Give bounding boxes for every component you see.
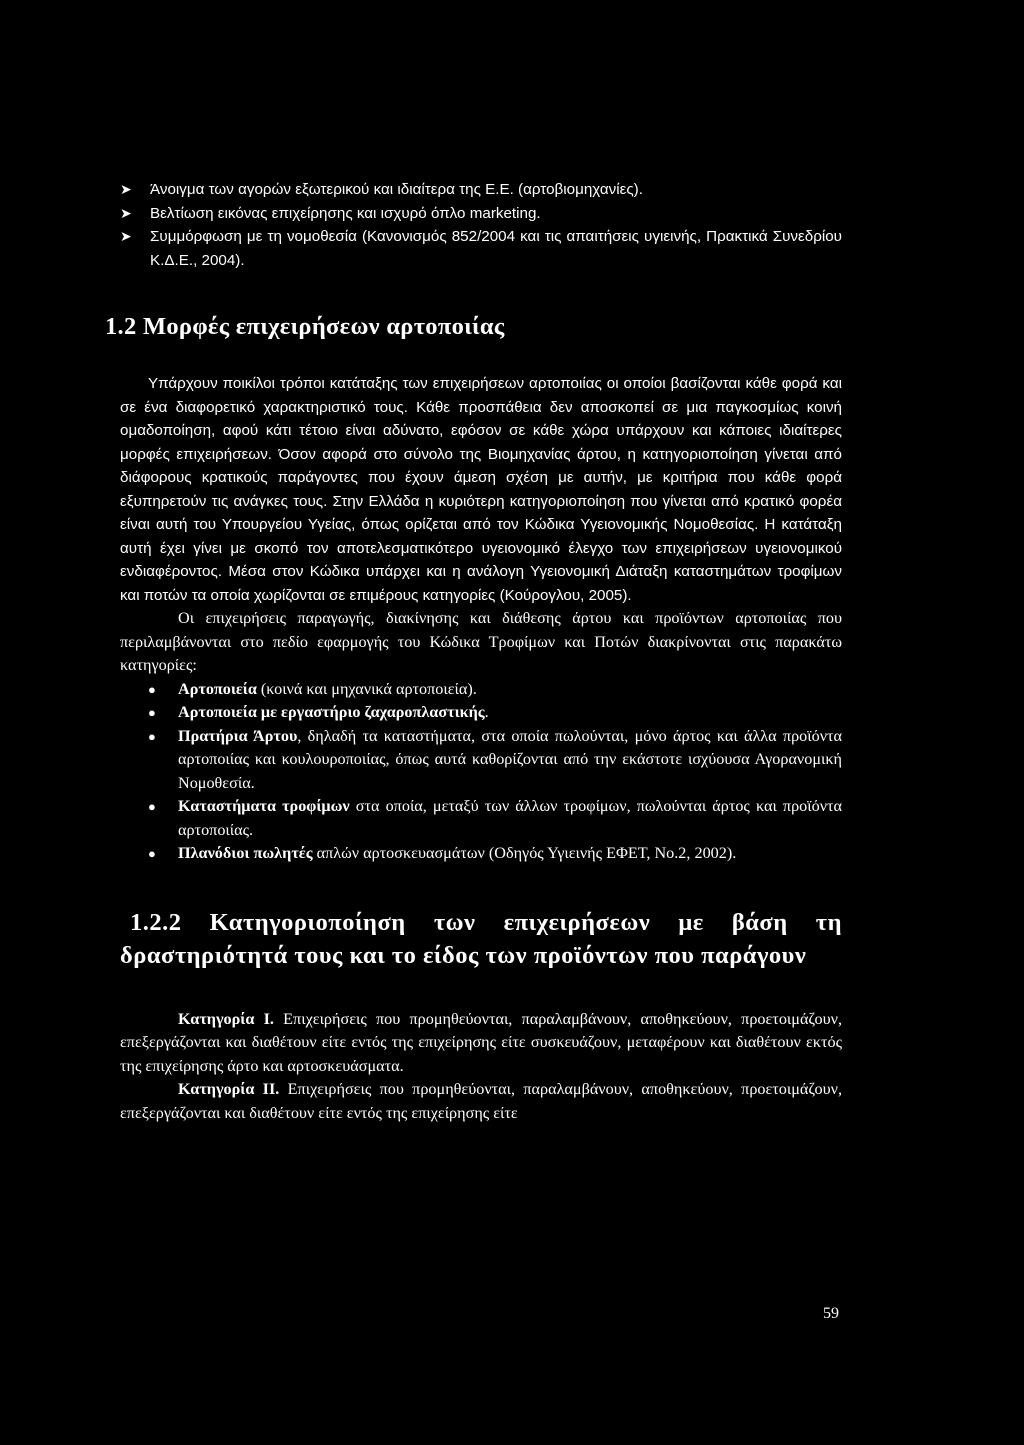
list-item-text: Άνοιγμα των αγορών εξωτερικού και ιδιαίτερα της Ε.Ε. (αρτοβιομηχανίες). <box>150 181 643 198</box>
list-item <box>120 795 842 842</box>
bullet-icon: ● <box>148 705 156 720</box>
category-name: Αρτοποιεία με εργαστήριο ζαχαροπλαστικής <box>178 703 485 721</box>
categories-list <box>120 678 842 866</box>
arrow-bullet-icon: ➤ <box>120 181 132 197</box>
section-title: 1.2 Μορφές επιχειρήσεων αρτοποιίας <box>105 313 505 340</box>
bullet-icon: ● <box>148 846 156 861</box>
paragraph-text: Επιχειρήσεις που προμηθεύονται, παραλαμβάνουν, αποθηκεύουν, προετοιμάζουν, επεξεργάζονται και διαθέτουν είτε εντός της επιχείρησης είτε συσκευάζουν, μεταφέρουν και διαθέτουν εκτός της επιχείρησης άρτο και αρτοσκευάσματα. <box>120 1009 842 1075</box>
list-item <box>120 678 842 702</box>
category-name: Πρατήρια Άρτου <box>178 726 298 745</box>
paragraph <box>120 1008 842 1079</box>
paragraph: Οι επιχειρήσεις παραγωγής, διακίνησης και διάθεσης άρτου και προϊόντων αρτοποιίας που περιλαμβάνονται στο πεδίο εφαρμογής του Κώδικα Τροφίμων και Ποτών διακρίνονται στις παρακάτω κατηγορίες: <box>120 609 842 674</box>
category-name: Αρτοποιεία <box>178 679 257 698</box>
list-item <box>120 202 842 226</box>
subsection-title <box>120 906 842 972</box>
list-item <box>120 225 842 272</box>
category-description: απλών αρτοσκευασμάτων (Οδηγός Υγιεινής ΕΦΕΤ, Νο.2, 2002). <box>312 844 737 862</box>
paragraph <box>120 372 842 607</box>
paragraph-text: Υπάρχουν ποικίλοι τρόποι κατάταξης των επιχειρήσεων αρτοποιίας οι οποίοι βασίζονται κάθε φορά και σε ένα διαφορετικό χαρακτηριστικό τους. Κάθε προσπάθεια δεν αποσκοπεί σε μια παγκοσμίως κοινή ομαδοποίηση, αφού κάτι τέτοιο είναι αδύνατο, εφόσον σε κάθε χώρα υπάρχουν και κάποιες ιδιαίτερες μορφές επιχειρήσεων. <box>120 375 842 463</box>
advantages-list <box>120 178 842 272</box>
list-item-text: Συμμόρφωση με τη νομοθεσία (Κανονισμός 852/2004 και τις απαιτήσεις υγιεινής, Πρακτικά Συνεδρίου Κ.Δ.Ε., 2004). <box>150 228 842 269</box>
bullet-icon: ● <box>148 681 156 697</box>
subsection-title-line: 1.2.2 Κατηγοριοποίηση των επιχειρήσεων με βάση τη <box>130 908 842 936</box>
category-label: Κατηγορία ΙΙ. <box>178 1080 280 1098</box>
bullet-icon: ● <box>148 799 156 814</box>
category-name: Πλανόδιοι πωλητές <box>178 844 313 862</box>
category-description: στα οποία, μεταξύ των άλλων τροφίμων, πωλούνται άρτος και προϊόντα αρτοποιίας. <box>178 797 842 839</box>
arrow-bullet-icon: ➤ <box>120 204 132 221</box>
list-item <box>120 701 842 725</box>
bullet-icon: ● <box>148 728 156 744</box>
subsection-title-line: δραστηριότητά τους και το είδος των προϊόντων που παράγουν <box>120 941 807 969</box>
paragraph-text: Επιχειρήσεις που προμηθεύονται, παραλαμβάνουν, αποθηκεύουν, προετοιμάζουν, επεξεργάζονται και διαθέτουν είτε εντός της επιχείρησης είτε <box>120 1080 842 1122</box>
category-description: (κοινά και μηχανικά αρτοποιεία). <box>256 679 477 698</box>
paragraph-text: Όσον αφορά στο σύνολο της Βιομηχανίας άρτου, η κατηγοριοποίηση γίνεται από διάφορους κρατικούς παράγοντες που έχουν άμεση σχέση με αυτήν, με κριτήρια που κάθε φορά εξυπηρετούν τις ανάγκες τους. Στην Ελλάδα η κυριότερη κατηγοριοποίηση που γίνεται από κρατικό φορέα είναι αυτή του Υπουργείου Υγείας, όπως ορίζεται από τον Κώδικα Υγειονομικής Νομοθεσίας. Η κατάταξη αυτή έχει γίνει με σκοπό τον αποτελεσματικότερο υγειονομικό έλεγχο των επιχειρήσεων υγειονομικού ενδιαφέροντος. Μέσα στον Κώδικα υπάρχει και η ανάλογη Υγειονομική Διάταξη καταστημάτων τροφίμων και ποτών τα οποία χωρίζονται σε επιμέρους κατηγορίες (Κούρογλου, 2005). <box>120 445 842 604</box>
list-item-text: Βελτίωση εικόνας επιχείρησης και ισχυρό όπλο marketing. <box>150 204 541 222</box>
arrow-bullet-icon: ➤ <box>120 228 132 244</box>
category-name: Καταστήματα τροφίμων <box>178 797 350 815</box>
category-description: . <box>484 703 489 721</box>
paragraph <box>120 1078 842 1125</box>
category-label: Κατηγορία Ι. <box>178 1009 274 1028</box>
category-description: , δηλαδή τα καταστήματα, στα οποία πωλούνται, μόνο άρτος και άλλα προϊόντα αρτοποιίας και κουλουροποιίας, όπως αυτά καθορίζονται από την εκάστοτε ισχύουσα Αγορανομική Νομοθεσία. <box>178 726 843 792</box>
page-content <box>105 178 843 1125</box>
list-item <box>120 725 842 796</box>
list-item <box>120 178 842 202</box>
page-number: 59 <box>823 1305 839 1322</box>
list-item <box>120 842 842 866</box>
